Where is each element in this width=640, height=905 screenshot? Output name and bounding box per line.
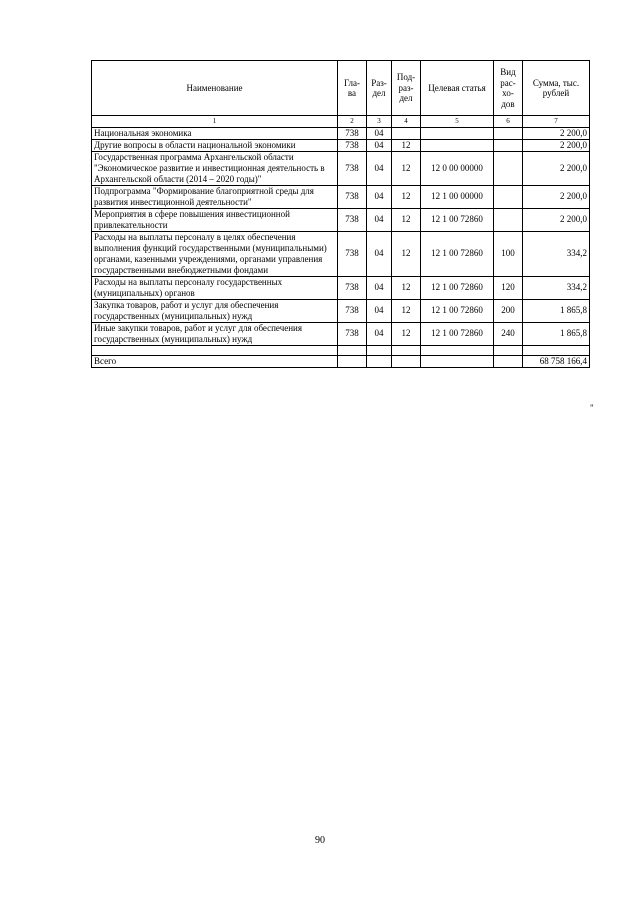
header-podrazdel: Под-раз-дел [392, 61, 421, 116]
row-glava: 738 [338, 231, 367, 276]
row-tselevaya: 12 1 00 00000 [421, 185, 494, 208]
col-number: 6 [494, 116, 523, 128]
row-summa: 1 865,8 [523, 299, 590, 322]
col-number: 5 [421, 116, 494, 128]
row-tselevaya: 12 1 00 72860 [421, 322, 494, 345]
row-name: Мероприятия в сфере повышения инвестиционной привлекательности [92, 208, 338, 231]
row-razdel: 04 [367, 299, 392, 322]
header-razdel: Раз-дел [367, 61, 392, 116]
row-vid: 240 [494, 322, 523, 345]
row-razdel: 04 [367, 139, 392, 151]
header-row [92, 61, 590, 116]
row-glava: 738 [338, 322, 367, 345]
row-razdel: 04 [367, 127, 392, 139]
row-tselevaya: 12 1 00 72860 [421, 276, 494, 299]
row-razdel: 04 [367, 231, 392, 276]
row-razdel: 04 [367, 208, 392, 231]
row-vid: 100 [494, 231, 523, 276]
row-glava: 738 [338, 208, 367, 231]
col-number: 4 [392, 116, 421, 128]
table-row [92, 185, 590, 208]
row-name: Государственная программа Архангельской области "Экономическое развитие и инвестиционная деятельность в Архангельской области (2014 – 2020 годы)" [92, 151, 338, 185]
row-tselevaya [421, 127, 494, 139]
row-vid: 200 [494, 299, 523, 322]
table-row [92, 231, 590, 276]
table-row [92, 139, 590, 151]
row-name: Подпрограмма "Формирование благоприятной среды для развития инвестиционной деятельности" [92, 185, 338, 208]
row-vid: 120 [494, 276, 523, 299]
row-glava: 738 [338, 185, 367, 208]
row-tselevaya: 12 1 00 72860 [421, 299, 494, 322]
table-row [92, 322, 590, 345]
row-glava: 738 [338, 276, 367, 299]
row-glava: 738 [338, 127, 367, 139]
header-vid: Вид рас-хо-дов [494, 61, 523, 116]
row-name: Другие вопросы в области национальной экономики [92, 139, 338, 151]
row-name: Иные закупки товаров, работ и услуг для обеспечения государственных (муниципальных) нужд [92, 322, 338, 345]
table-row [92, 299, 590, 322]
row-glava: 738 [338, 151, 367, 185]
row-razdel: 04 [367, 276, 392, 299]
row-tselevaya: 12 0 00 00000 [421, 151, 494, 185]
total-row [92, 355, 590, 367]
row-name: Национальная экономика [92, 127, 338, 139]
row-vid [494, 127, 523, 139]
total-summa: 68 758 166,4 [523, 355, 590, 367]
col-number: 1 [92, 116, 338, 128]
row-podrazdel: 12 [392, 276, 421, 299]
header-tselevaya: Целевая статья [421, 61, 494, 116]
row-razdel: 04 [367, 185, 392, 208]
col-number: 3 [367, 116, 392, 128]
row-podrazdel: 12 [392, 151, 421, 185]
row-summa: 2 200,0 [523, 127, 590, 139]
row-summa: 334,2 [523, 276, 590, 299]
row-tselevaya: 12 1 00 72860 [421, 208, 494, 231]
row-name: Расходы на выплаты персоналу государственных (муниципальных) органов [92, 276, 338, 299]
table-row [92, 127, 590, 139]
row-tselevaya: 12 1 00 72860 [421, 231, 494, 276]
row-summa: 1 865,8 [523, 322, 590, 345]
header-name: Наименование [92, 61, 338, 116]
table-row [92, 208, 590, 231]
row-tselevaya [421, 139, 494, 151]
budget-table [91, 60, 590, 368]
row-name: Закупка товаров, работ и услуг для обеспечения государственных (муниципальных) нужд [92, 299, 338, 322]
column-number-row [92, 116, 590, 128]
row-vid [494, 151, 523, 185]
table-row [92, 276, 590, 299]
row-vid [494, 185, 523, 208]
row-glava: 738 [338, 299, 367, 322]
row-podrazdel: 12 [392, 299, 421, 322]
row-podrazdel: 12 [392, 139, 421, 151]
col-number: 7 [523, 116, 590, 128]
row-vid [494, 139, 523, 151]
row-podrazdel: 12 [392, 231, 421, 276]
page-number: 90 [315, 835, 325, 846]
row-razdel: 04 [367, 151, 392, 185]
header-glava: Гла-ва [338, 61, 367, 116]
row-summa: 2 200,0 [523, 208, 590, 231]
row-summa: 2 200,0 [523, 151, 590, 185]
row-summa: 2 200,0 [523, 185, 590, 208]
row-podrazdel: 12 [392, 185, 421, 208]
closing-quote: " [590, 403, 594, 413]
row-summa: 2 200,0 [523, 139, 590, 151]
empty-row [92, 345, 590, 355]
row-vid [494, 208, 523, 231]
col-number: 2 [338, 116, 367, 128]
header-summa: Сумма, тыс. рублей [523, 61, 590, 116]
row-glava: 738 [338, 139, 367, 151]
table-row [92, 151, 590, 185]
row-podrazdel: 12 [392, 208, 421, 231]
row-razdel: 04 [367, 322, 392, 345]
row-podrazdel [392, 127, 421, 139]
row-name: Расходы на выплаты персоналу в целях обеспечения выполнения функций государственными (муниципальными) органами, казенными учреждениями, органами управления государственными внебюджетными фондами [92, 231, 338, 276]
row-summa: 334,2 [523, 231, 590, 276]
total-label: Всего [92, 355, 338, 367]
row-podrazdel: 12 [392, 322, 421, 345]
